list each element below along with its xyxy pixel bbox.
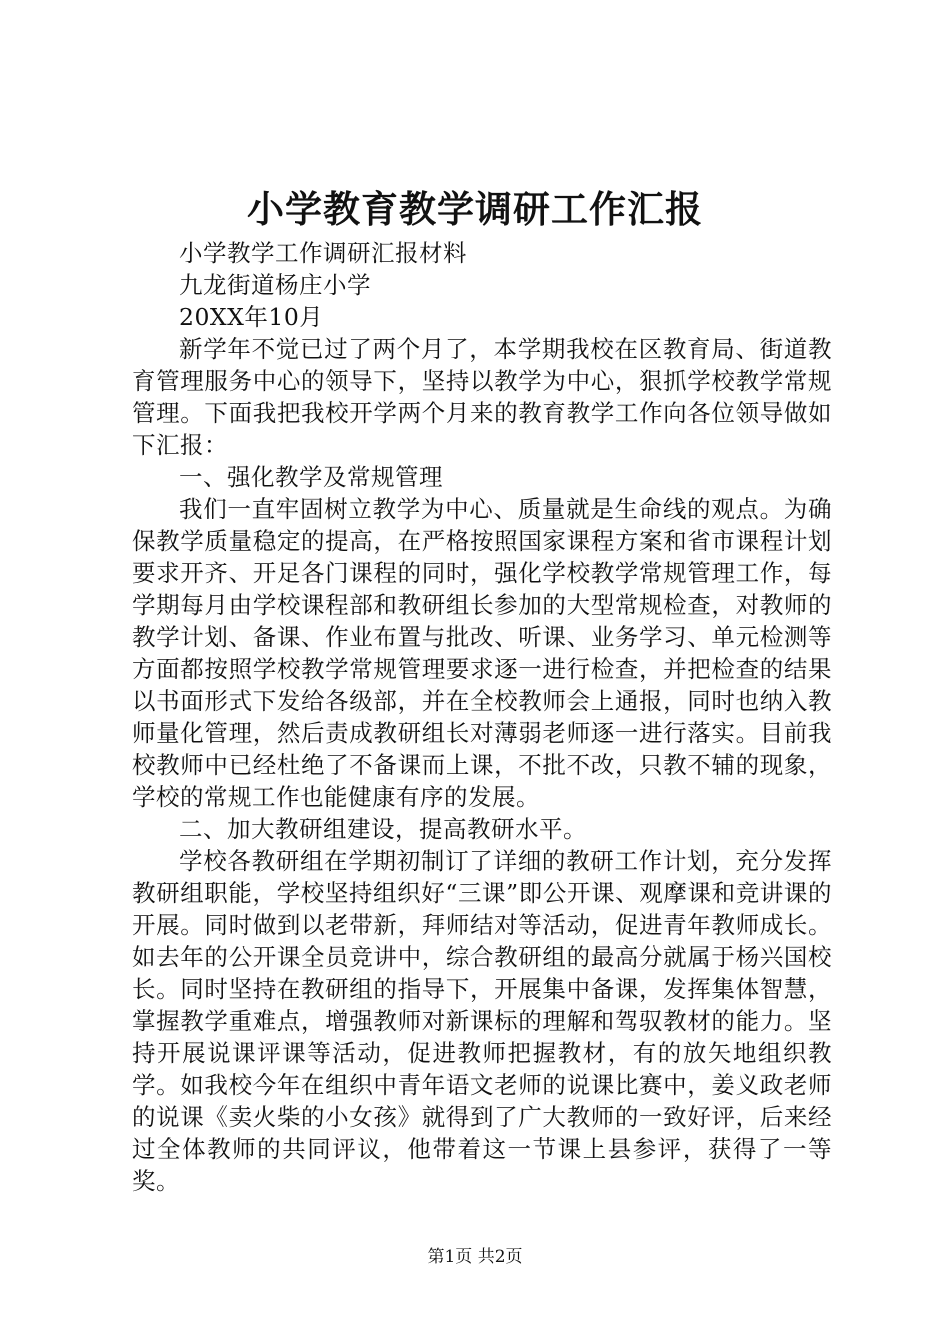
document-body <box>132 237 832 1197</box>
page-number-footer: 第1页 共2页 <box>427 1247 523 1267</box>
section-1-paragraph: 我们一直牢固树立教学为中心、质量就是生命线的观点。为确保教学质量稳定的提高，在严格按照国家课程方案和省市课程计划要求开齐、开足各门课程的同时，强化学校教学常规管理工作，每学期每月由学校课程部和教研组长参加的大型常规检查，对教师的教学计划、备课、作业布置与批改、听课、业务学习、单元检测等方面都按照学校教学常规管理要求逐一进行检查，并把检查的结果以书面形式下发给各级部，并在全校教师会上通报，同时也纳入教师量化管理，然后责成教研组长对薄弱老师逐一进行落实。目前我校教师中已经杜绝了不备课而上课，不批不改，只教不辅的现象，学校的常规工作也能健康有序的发展。 <box>132 495 832 811</box>
date-paragraph: 20XX年10月 <box>179 303 324 331</box>
section-2-paragraph: 学校各教研组在学期初制订了详细的教研工作计划，充分发挥教研组职能，学校坚持组织好“三课”即公开课、观摩课和竞讲课的开展。同时做到以老带新，拜师结对等活动，促进青年教师成长。如去年的公开课全员竞讲中，综合教研组的最高分就属于杨兴国校长。同时坚持在教研组的指导下，开展集中备课，发挥集体智慧，掌握教学重难点，增强教师对新课标的理解和驾驭教材的能力。坚持开展说课评课等活动，促进教师把握教材，有的放矢地组织教学。如我校今年在组织中青年语文老师的说课比赛中，姜义政老师的说课《卖火柴的小女孩》就得到了广大教师的一致好评，后来经过全体教师的共同评议，他带着这一节课上县参评，获得了一等奖。 <box>132 847 832 1195</box>
subtitle-paragraph: 小学教学工作调研汇报材料 <box>179 239 467 267</box>
school-name-paragraph: 九龙街道杨庄小学 <box>179 271 371 299</box>
section-heading-2: 二、加大教研组建设，提高教研水平。 <box>179 815 587 843</box>
section-heading-1: 一、强化教学及常规管理 <box>179 463 443 491</box>
document-title: 小学教育教学调研工作汇报 <box>247 187 703 231</box>
intro-paragraph: 新学年不觉已过了两个月了，本学期我校在区教育局、街道教育管理服务中心的领导下，坚持以教学为中心，狠抓学校教学常规管理。下面我把我校开学两个月来的教育教学工作向各位领导做如下汇报： <box>132 335 832 459</box>
